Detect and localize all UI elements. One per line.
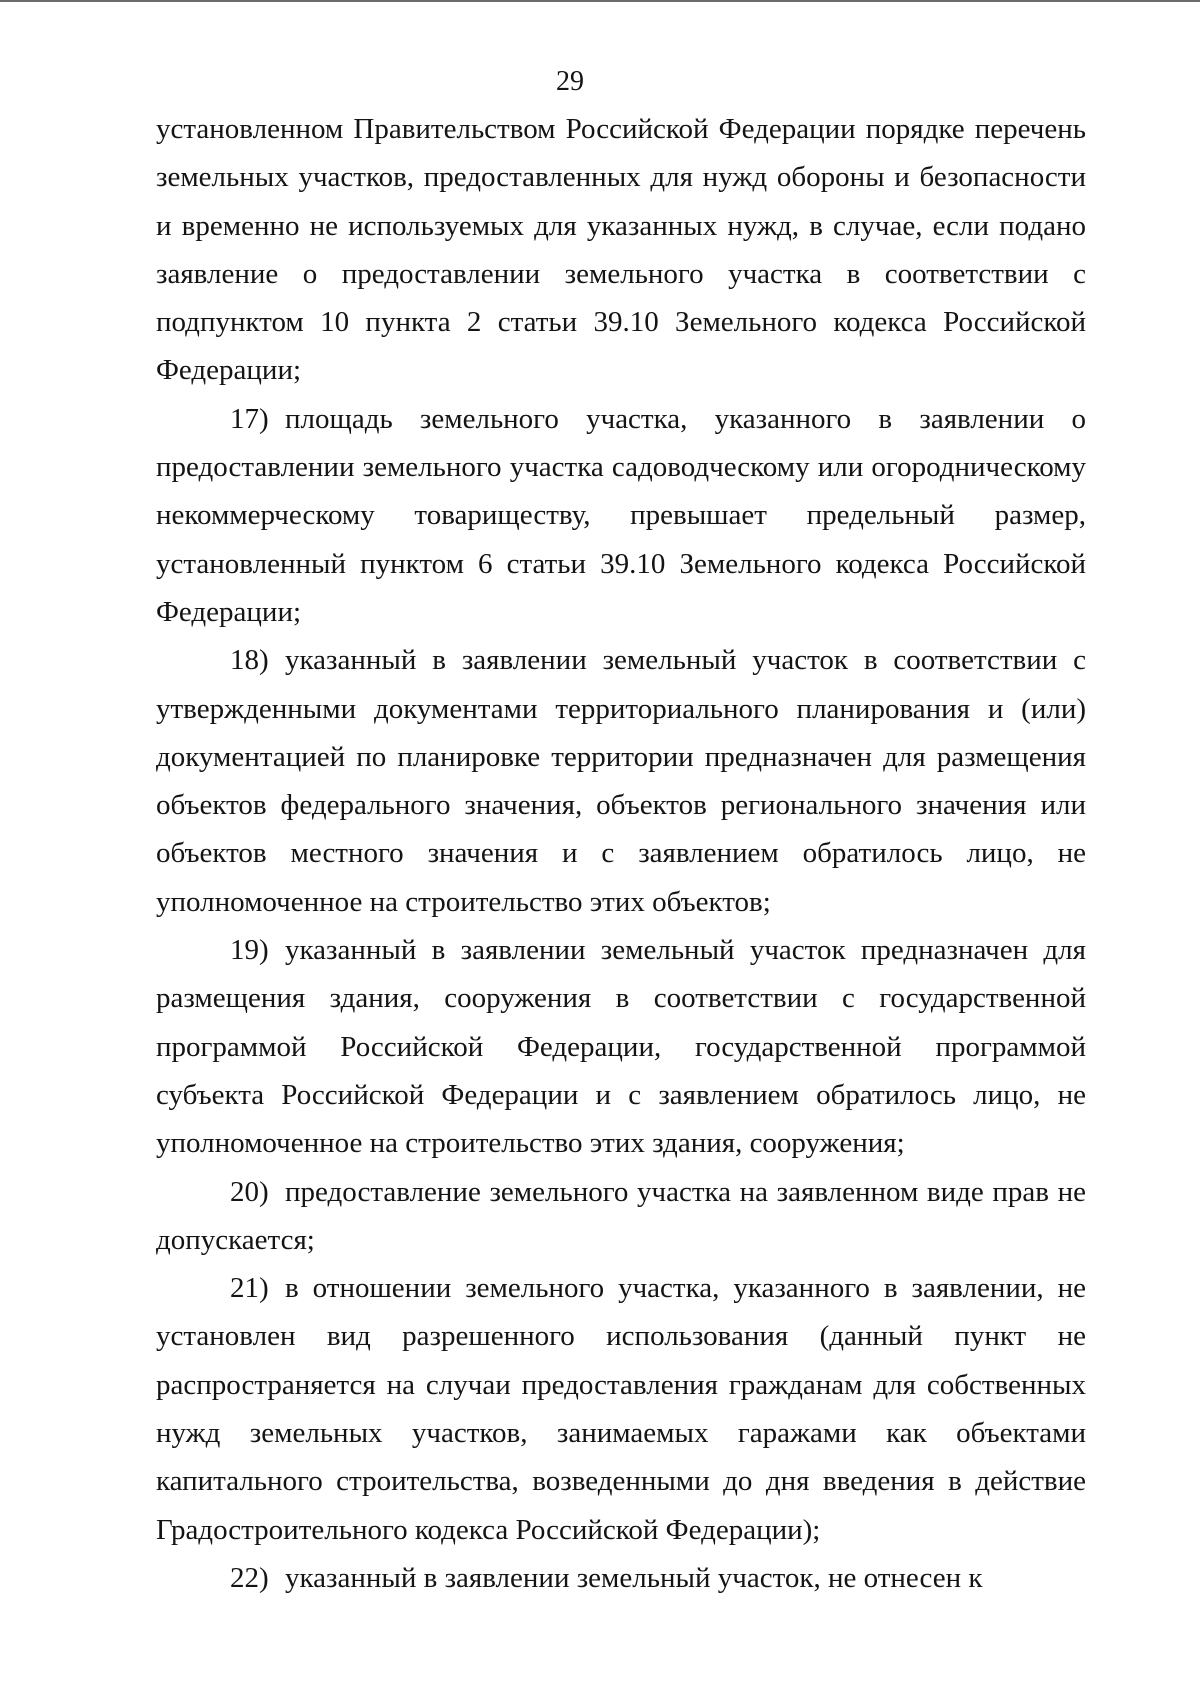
paragraph-text: указанный в заявлении земельный участок, не отнесен к — [285, 1561, 983, 1594]
paragraph-text: указанный в заявлении земельный участок предназначен для размещения здания, сооружения в соответствии с государственной программой Российской Федерации, государственной программой субъекта Российской Федерации и с заявлением обратилось лицо, не уполномоченное на строительство этих здания, сооружения; — [156, 934, 1086, 1160]
list-item-21 — [156, 1264, 1086, 1554]
paragraph-text: площадь земельного участка, указанного в заявлении о предоставлении земельного участка садоводческому или огородническому некоммерческому товариществу, превышает предельный размер, установленный пунктом 6 статьи 39.10 Земельного кодекса Российской Федерации; — [156, 402, 1086, 628]
list-item-22 — [156, 1554, 1086, 1602]
list-item-number: 18) — [230, 644, 269, 677]
paragraph-continuation — [156, 105, 1086, 395]
list-item-17 — [156, 395, 1086, 636]
paragraph-text: установленном Правительством Российской Федерации порядке перечень земельных участков, предоставленных для нужд обороны и безопасности и временно не используемых для указанных нужд, в случае, если подано заявление о предоставлении земельного участка в соответствии с подпунктом 10 пункта 2 статьи 39.10 Земельного кодекса Российской Федерации; — [156, 113, 1086, 387]
page-number: 29 — [556, 66, 584, 97]
paragraph-text: указанный в заявлении земельный участок в соответствии с утвержденными документами территориального планирования и (или) документацией по планировке территории предназначен для размещения объектов федерального значения, объектов регионального значения или объектов местного значения и с заявлением обратилось лицо, не уполномоченное на строительство этих объектов; — [156, 644, 1086, 918]
paragraph-text: предоставление земельного участка на заявленном виде прав не допускается; — [156, 1175, 1086, 1256]
list-item-number: 20) — [230, 1175, 269, 1208]
list-item-number: 21) — [230, 1272, 269, 1305]
list-item-18 — [156, 636, 1086, 926]
document-body — [156, 105, 1086, 1602]
list-item-number: 22) — [230, 1561, 269, 1594]
list-item-number: 19) — [230, 934, 269, 967]
list-item-number: 17) — [230, 402, 269, 435]
paragraph-text: в отношении земельного участка, указанного в заявлении, не установлен вид разрешенного использования (данный пункт не распространяется на случаи предоставления гражданам для собственных нужд земельных участков, занимаемых гаражами как объектами капитального строительства, возведенными до дня введения в действие Градостроительного кодекса Российской Федерации); — [156, 1272, 1086, 1546]
list-item-20 — [156, 1168, 1086, 1265]
list-item-19 — [156, 926, 1086, 1167]
